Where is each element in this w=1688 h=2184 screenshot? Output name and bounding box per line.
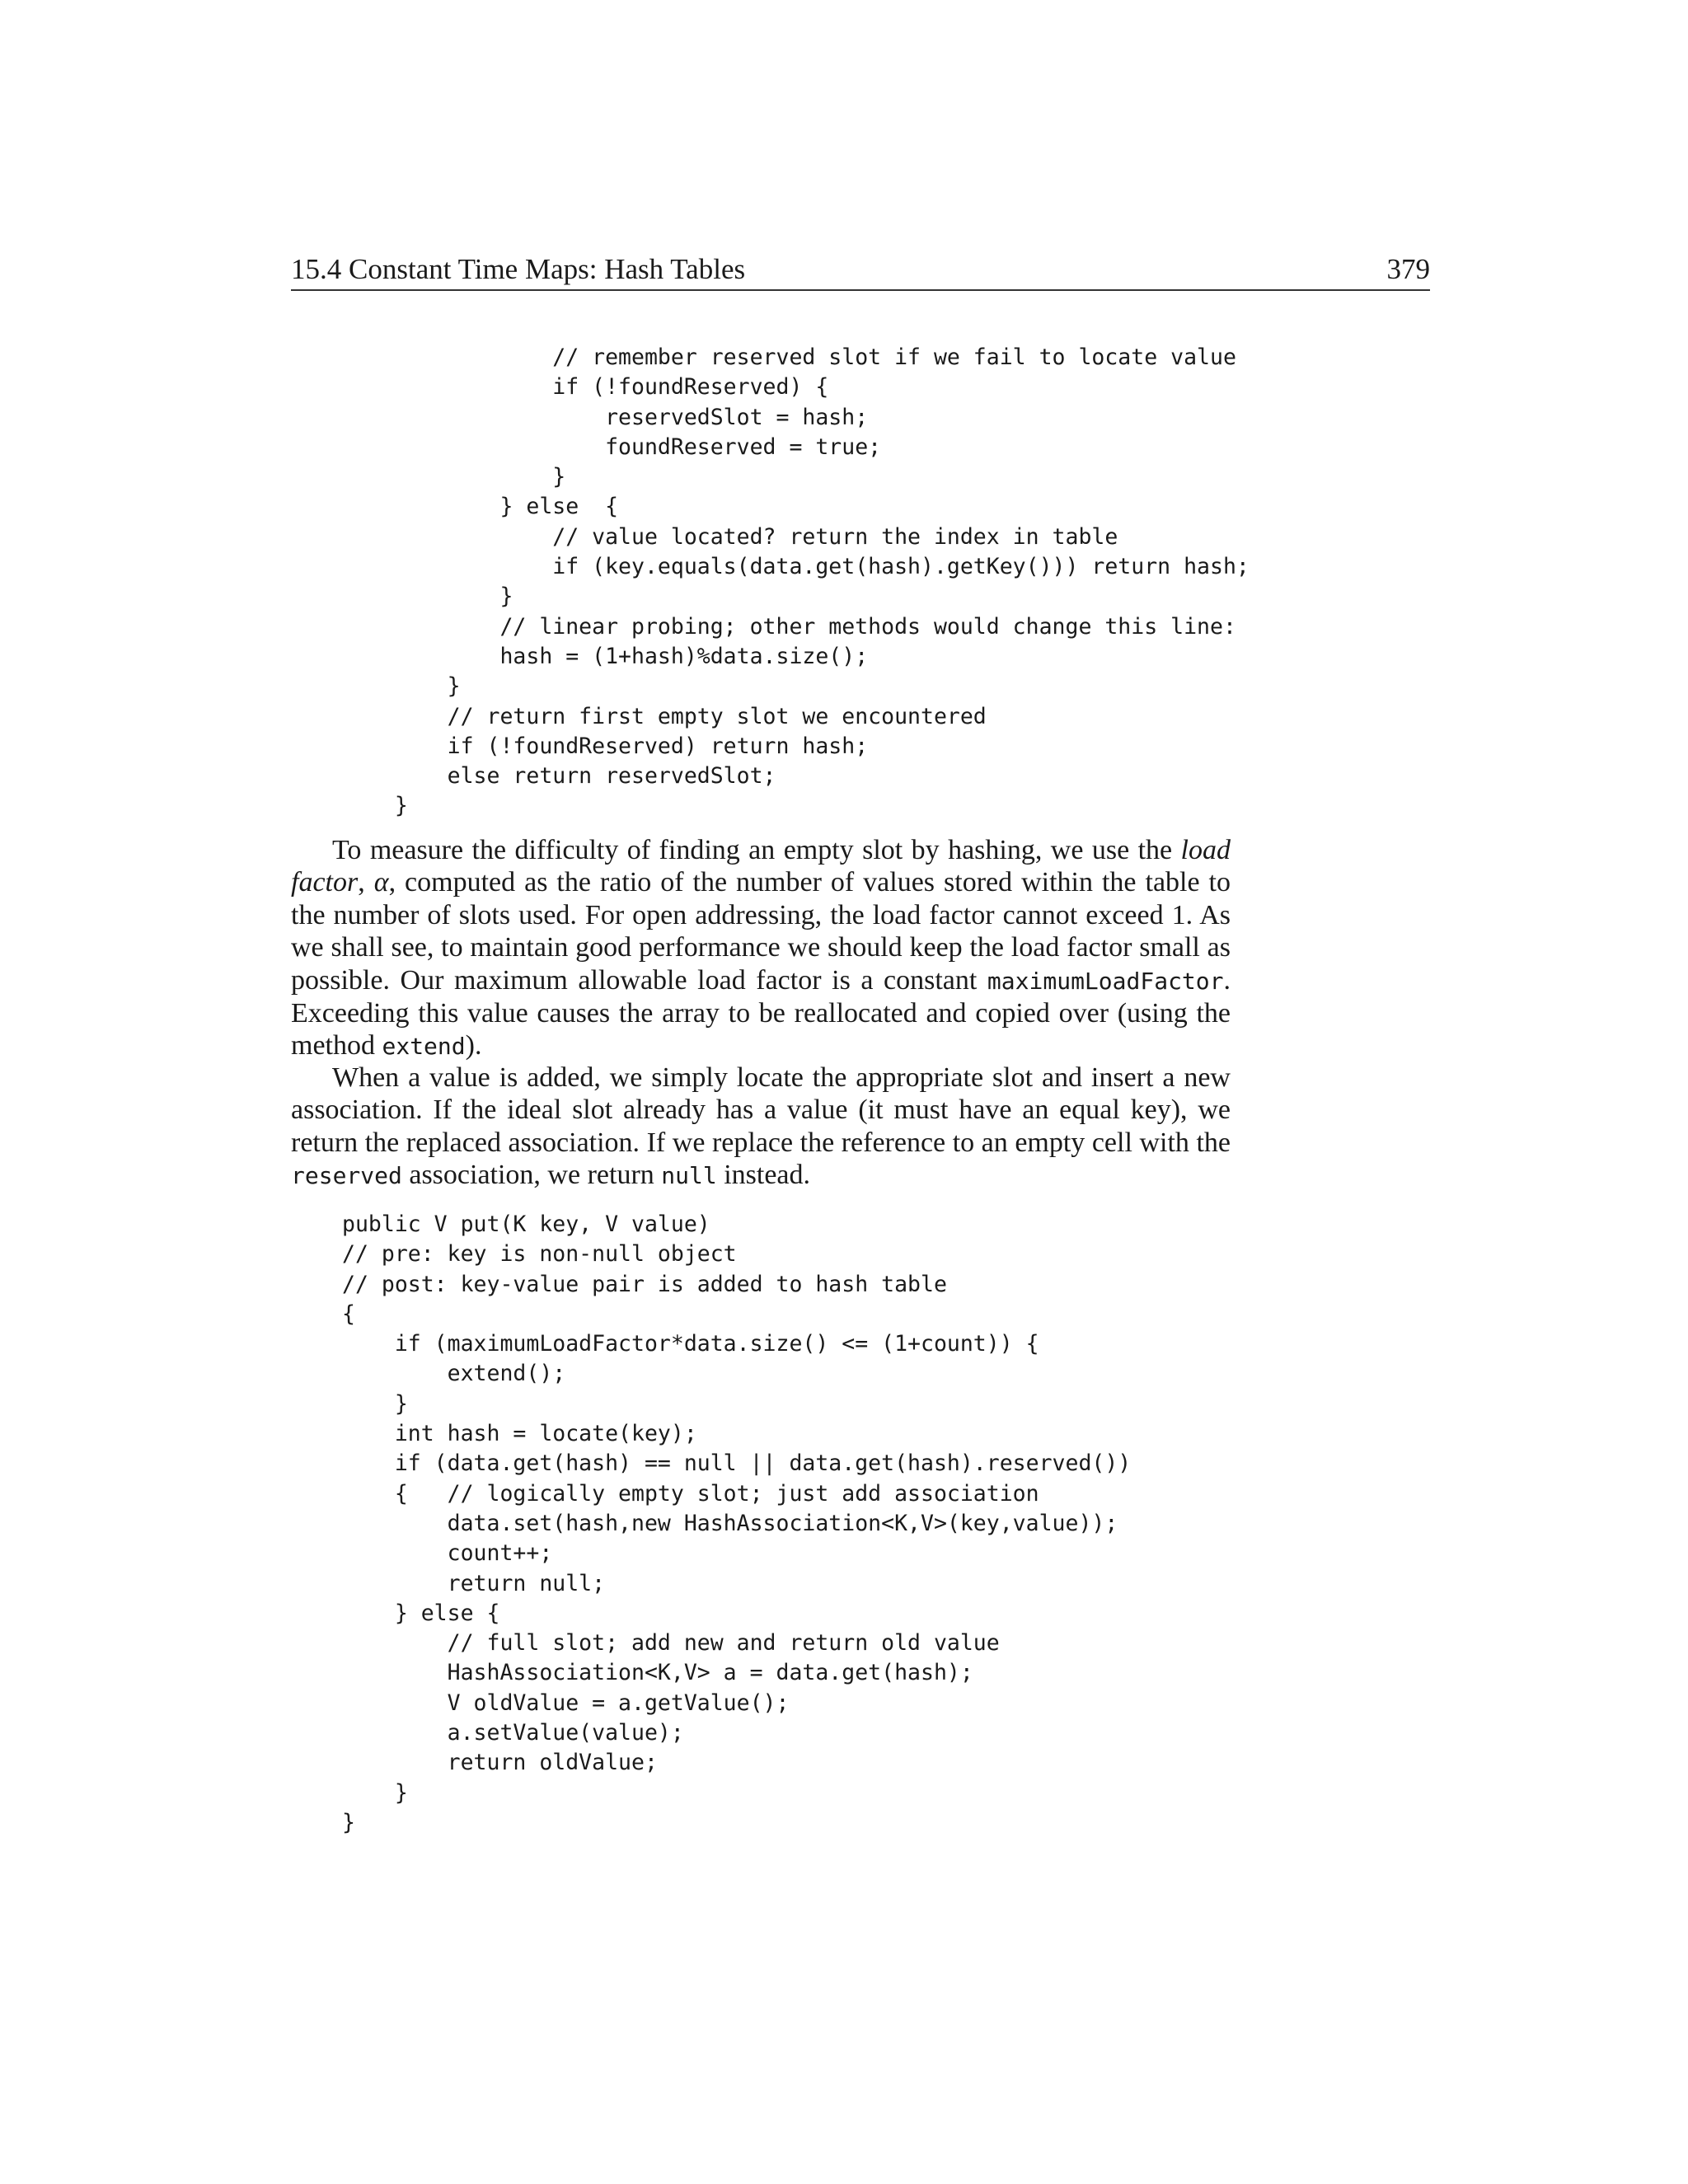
inline-code: extend	[382, 1033, 466, 1061]
page-number: 379	[1386, 253, 1430, 285]
inline-code: null	[661, 1162, 717, 1190]
code-block-locate: // remember reserved slot if we fail to locate value if (!foundReserved) { reservedSlot = hash; foundReserved = true; } } else { // value located? return the index in table if (key.equals(data.get(hash).getKey())) return hash; } // linear probing; other methods would change this line: hash = (1+hash)%data.size(); } // return first empty slot we encountered if (!foundReserved) return hash; else return reservedSlot; }	[394, 344, 1250, 819]
term-load-factor: load factor	[291, 835, 1231, 898]
code-block-put: public V put(K key, V value) // pre: key is non-null object // post: key-value pair is added to hash table { if (maximumLoadFactor*data.size() <= (1+count)) { extend(); } int hash = locate(key); if (data.get(hash) == null || data.get(hash).reserved()) { // logically empty slot; just add association data.set(hash,new HashAssociation<K,V>(key,value)); count++; return null; } else { // full slot; add new and return old value HashAssociation<K,V> a = data.get(hash); V oldValue = a.getValue(); a.setValue(value); return oldValue; } }	[342, 1212, 1132, 1835]
inline-code: maximumLoadFactor	[987, 967, 1224, 995]
alpha-symbol: α	[373, 867, 389, 898]
paragraph-load-factor	[291, 834, 1231, 1063]
text-run: association, we return	[401, 1160, 662, 1191]
text-run: ,	[358, 867, 374, 898]
paragraph-put	[291, 1062, 1231, 1193]
text-run: To measure the difficulty of finding an empty slot by hashing, we use the	[332, 835, 1181, 865]
text-run: instead.	[716, 1160, 811, 1191]
section-title: 15.4 Constant Time Maps: Hash Tables	[291, 253, 746, 285]
text-run: . Exceeding this value causes the array to be reallocated and copied over (using the method	[291, 964, 1231, 1062]
inline-code: reserved	[291, 1162, 402, 1190]
text-run: When a value is added, we simply locate the appropriate slot and insert a new association. If the ideal slot already has a value (it must have an equal key), we return the replaced association. If we replace the reference to an empty cell with the	[291, 1062, 1231, 1158]
text-run: ).	[465, 1030, 482, 1062]
text-run: , computed as the ratio of the number of values stored within the table to the number of slots used. For open addressing, the load factor cannot exceed 1. As we shall see, to maintain good performance we should keep the load factor small as possible. Our maximum allowable load factor is a constant	[291, 867, 1231, 996]
running-header	[291, 251, 1430, 291]
